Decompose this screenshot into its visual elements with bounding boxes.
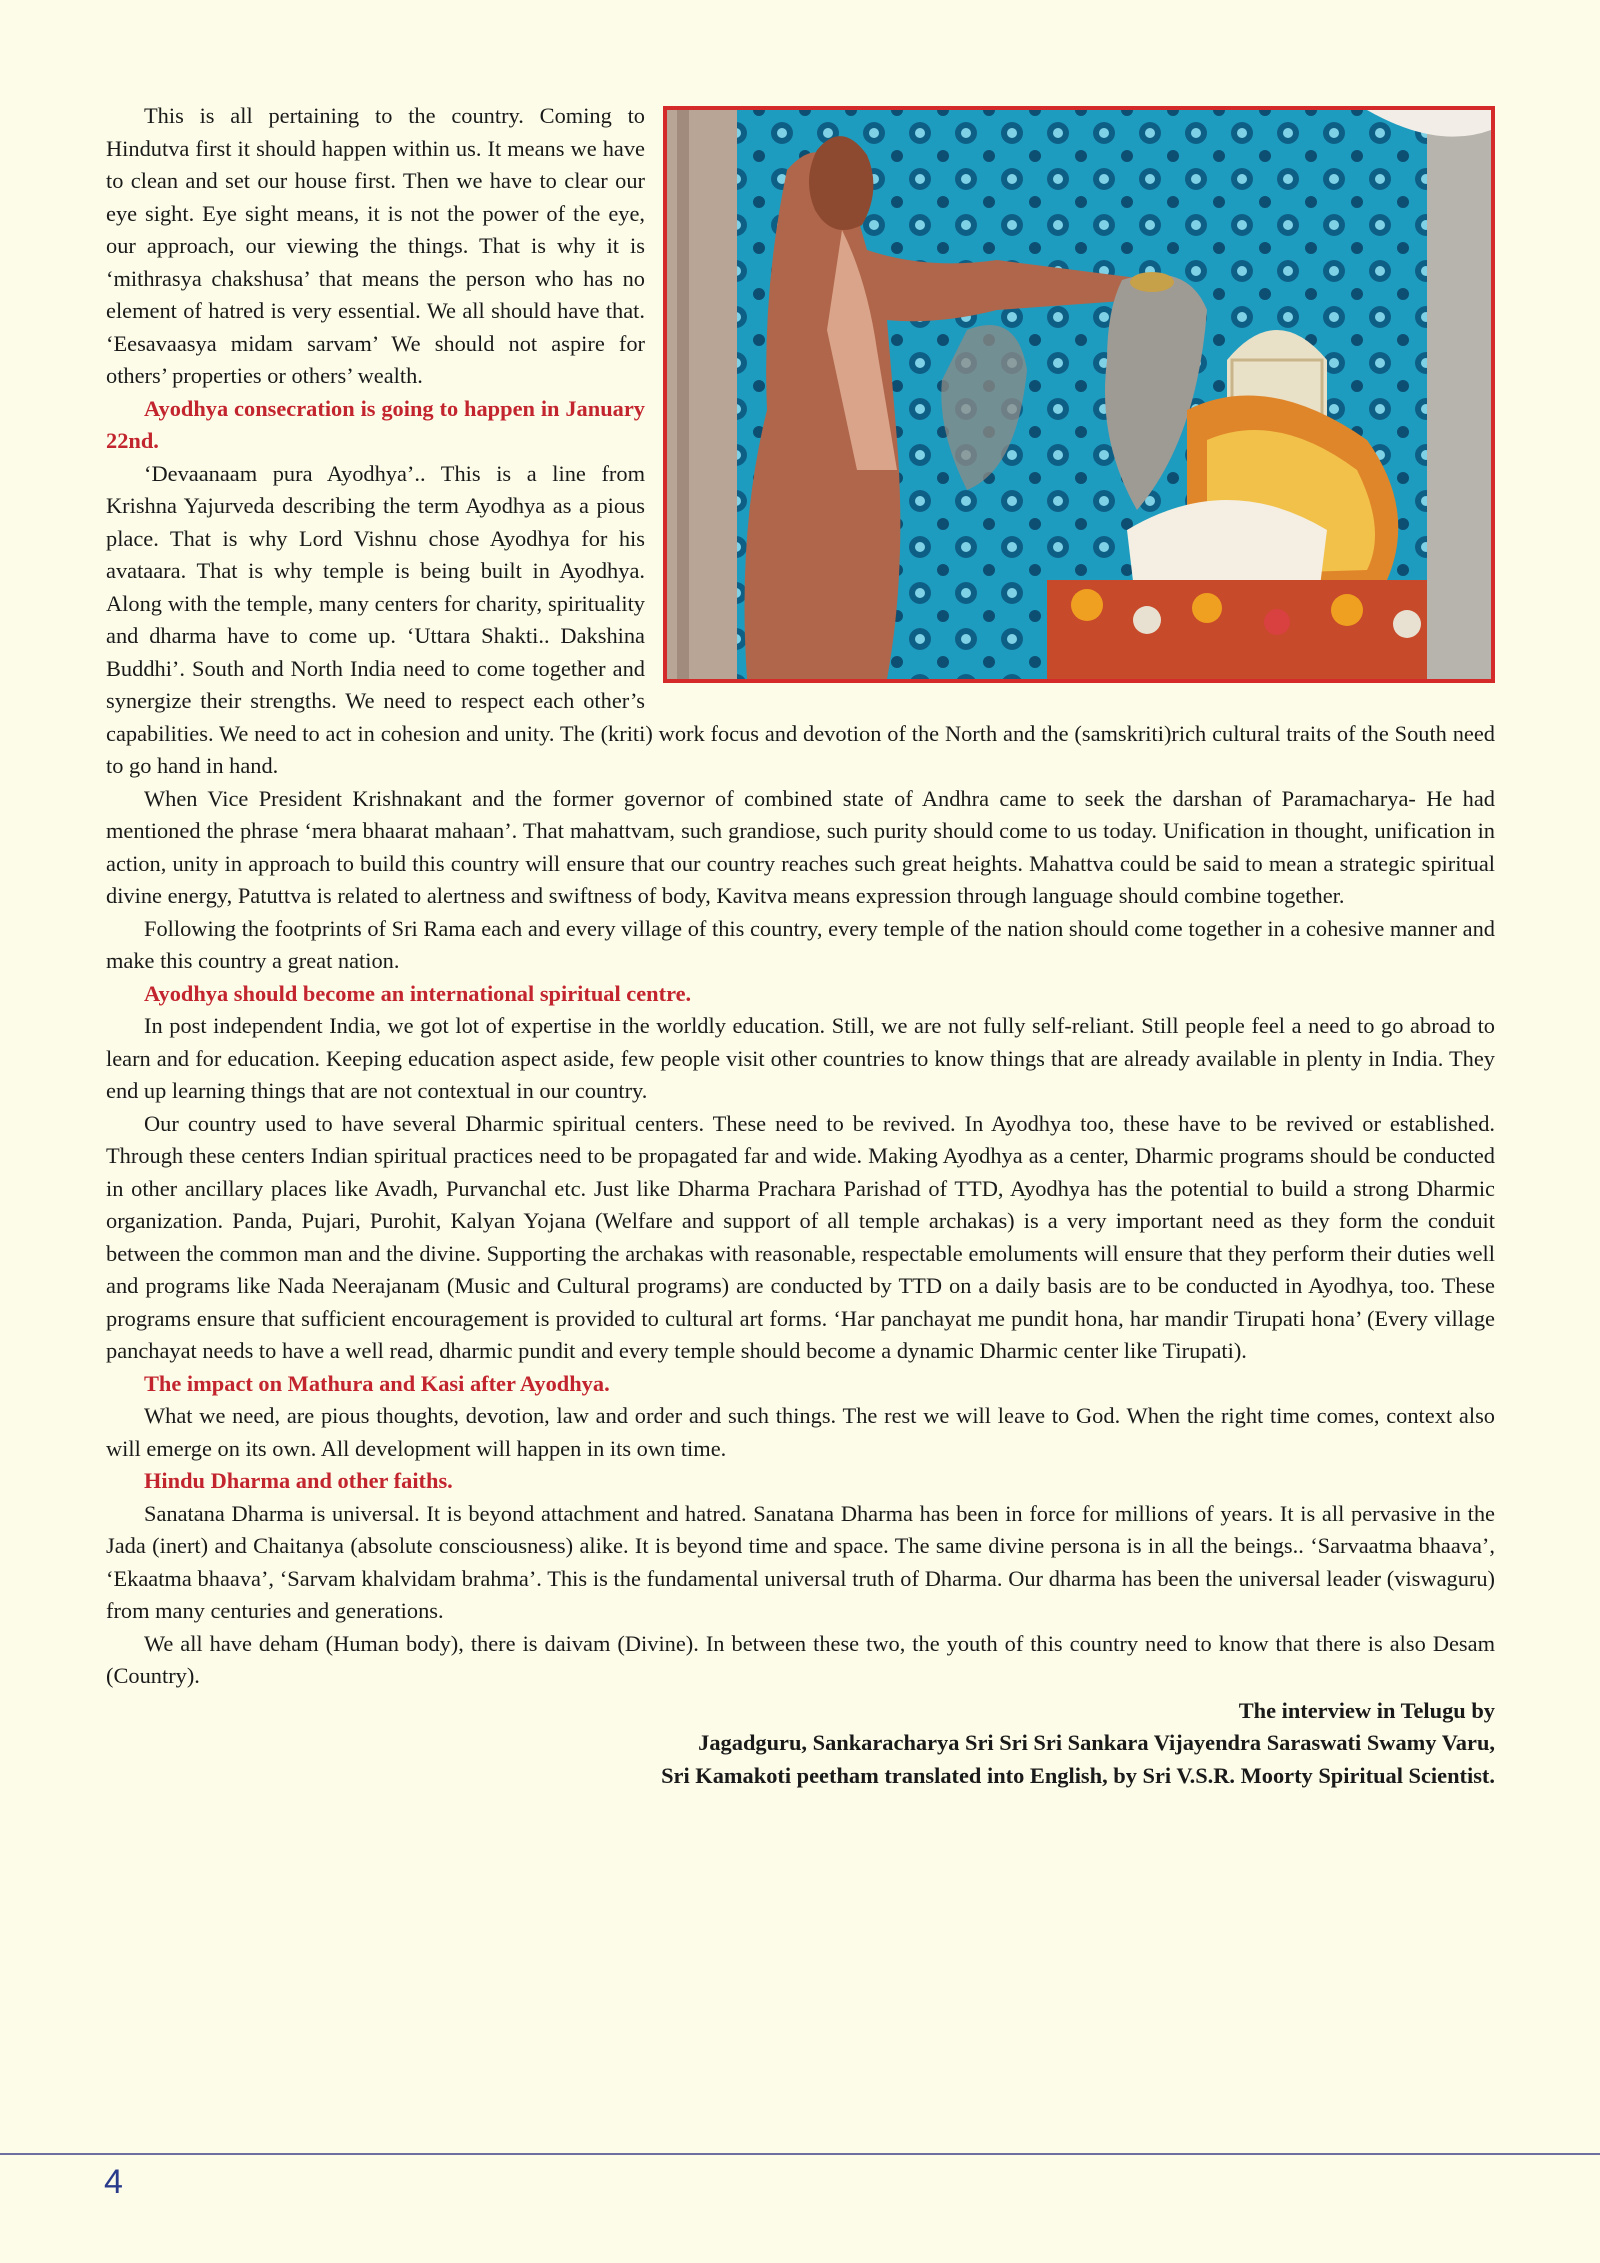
page-number: 4 [104, 2163, 123, 2201]
section-heading: Hindu Dharma and other faiths. [144, 1468, 453, 1493]
paragraph: When Vice President Krishnakant and the former governor of combined state of Andhra came to seek the darshan of Paramacharya- He had mentioned the phrase ‘mera bhaarat mahaan’. That mahattvam, such grandiose, such purity should come to us today. Unification in thought, unification in action, unity in approach to build this country will ensure that our country reaches such great heights. Mahattva could be said to mean a strategic spiritual divine energy, Patuttva is related to alertness and swiftness of body, Kavitva means expression through language should combine together. [106, 785, 1495, 908]
section-heading: The impact on Mathura and Kasi after Ayodhya. [144, 1370, 610, 1396]
credit-line: Jagadguru, Sankaracharya Sri Sri Sri Sankara Vijayendra Saraswati Swamy Varu, [698, 1730, 1495, 1755]
paragraph: Sanatana Dharma is universal. It is beyond attachment and hatred. Sanatana Dharma has been in force for millions of years. It is all pervasive in the Jada (inert) and Chaitanya (absolute consciousness) alike. It is beyond time and space. The same divine persona is in all the beings.. ‘Sarvaatma bhaava’, ‘Ekaatma bhaava’, ‘Sarvam khalvidam brahma’. This is the fundamental universal truth of Dharma. Our dharma has been the universal leader (viswaguru) from many centuries and generations. [106, 1500, 1495, 1623]
paragraph: Following the footprints of Sri Rama each and every village of this country, every temple of the nation should come together in a cohesive manner and make this country a great nation. [106, 915, 1495, 973]
paragraph: ‘Devaanaam pura Ayodhya’.. This is a line from Krishna Yajurveda describing the term Ayodhya as a pious place. That is why Lord Vishnu chose Ayodhya for his avataara. That is why temple is being built in Ayodhya. Along with the temple, many centers for charity, spirituality and dharma have to come up. ‘Uttara Shakti.. Dakshina Buddhi’. South and North India need to come together and synergize their strengths. We need to respect each other’s capabilities. We need to act in cohesion and unity. The (kriti) work focus and devotion of the North and the (samskriti)rich cultural traits of the South need to go hand in hand. [106, 460, 1495, 778]
paragraph: What we need, are pious thoughts, devotion, law and order and such things. The rest we will leave to God. When the right time comes, context also will emerge on its own. All development will happen in its own time. [106, 1403, 1495, 1461]
paragraph: Our country used to have several Dharmic spiritual centers. These need to be revived. In Ayodhya too, these have to be revived or established. Through these centers Indian spiritual practices need to be propagated far and wide. Making Ayodhya as a center, Dharmic programs should be conducted in other ancillary places like Avadh, Purvanchal etc. Just like Dharma Prachara Parishad of TTD, Ayodhya has the potential to build a strong Dharmic organization. Panda, Pujari, Purohit, Kalyan Yojana (Welfare and support of all temple archakas) is a very important need as they form the conduit between the common man and the divine. Supporting the archakas with reasonable, respectable emoluments will ensure that they perform their duties well and programs like Nada Neerajanam (Music and Cultural programs) are conducted by TTD on a daily basis are to be conducted in Ayodhya, too. These programs ensure that sufficient encouragement is provided to cultural art forms. ‘Har panchayat me pundit hona, har mandir Tirupati hona’ (Every village panchayat needs to have a well read, dharmic pundit and every temple should become a dynamic Dharmic center like Tirupati). [106, 1110, 1495, 1363]
article-body [106, 100, 1495, 1792]
paragraph: We all have deham (Human body), there is daivam (Divine). In between these two, the youth of this country need to know that there is also Desam (Country). [106, 1630, 1495, 1688]
credit-line: Sri Kamakoti peetham translated into English, by Sri V.S.R. Moorty Spiritual Scientist. [661, 1762, 1495, 1788]
section-heading: Ayodhya consecration is going to happen in January 22nd. [106, 395, 645, 453]
paragraph: In post independent India, we got lot of expertise in the worldly education. Still, we are not fully self-reliant. Still people feel a need to go abroad to learn and for education. Keeping education aspect aside, few people visit other countries to know things that are already available in plenty in India. They end up learning things that are not contextual in our country. [106, 1013, 1495, 1103]
priest-performing-ritual-image [667, 110, 1491, 679]
credit-line: The interview in Telugu by [1238, 1697, 1495, 1723]
article-photo [663, 106, 1495, 683]
paragraph: This is all pertaining to the country. Coming to Hindutva first it should happen within us. It means we have to clean and set our house first. Then we have to clear our eye sight. Eye sight means, it is not the power of the eye, our approach, our viewing the things. That is why it is ‘mithrasya chakshusa’ that means the person who has no element of hatred is very essential. We all should have that. ‘Eesavaasya midam sarvam’ We should not aspire for others’ properties or others’ wealth. [106, 103, 645, 388]
section-heading: Ayodhya should become an international spiritual centre. [144, 980, 692, 1006]
footer-divider [0, 2153, 1600, 2155]
interview-credit [106, 1695, 1495, 1793]
